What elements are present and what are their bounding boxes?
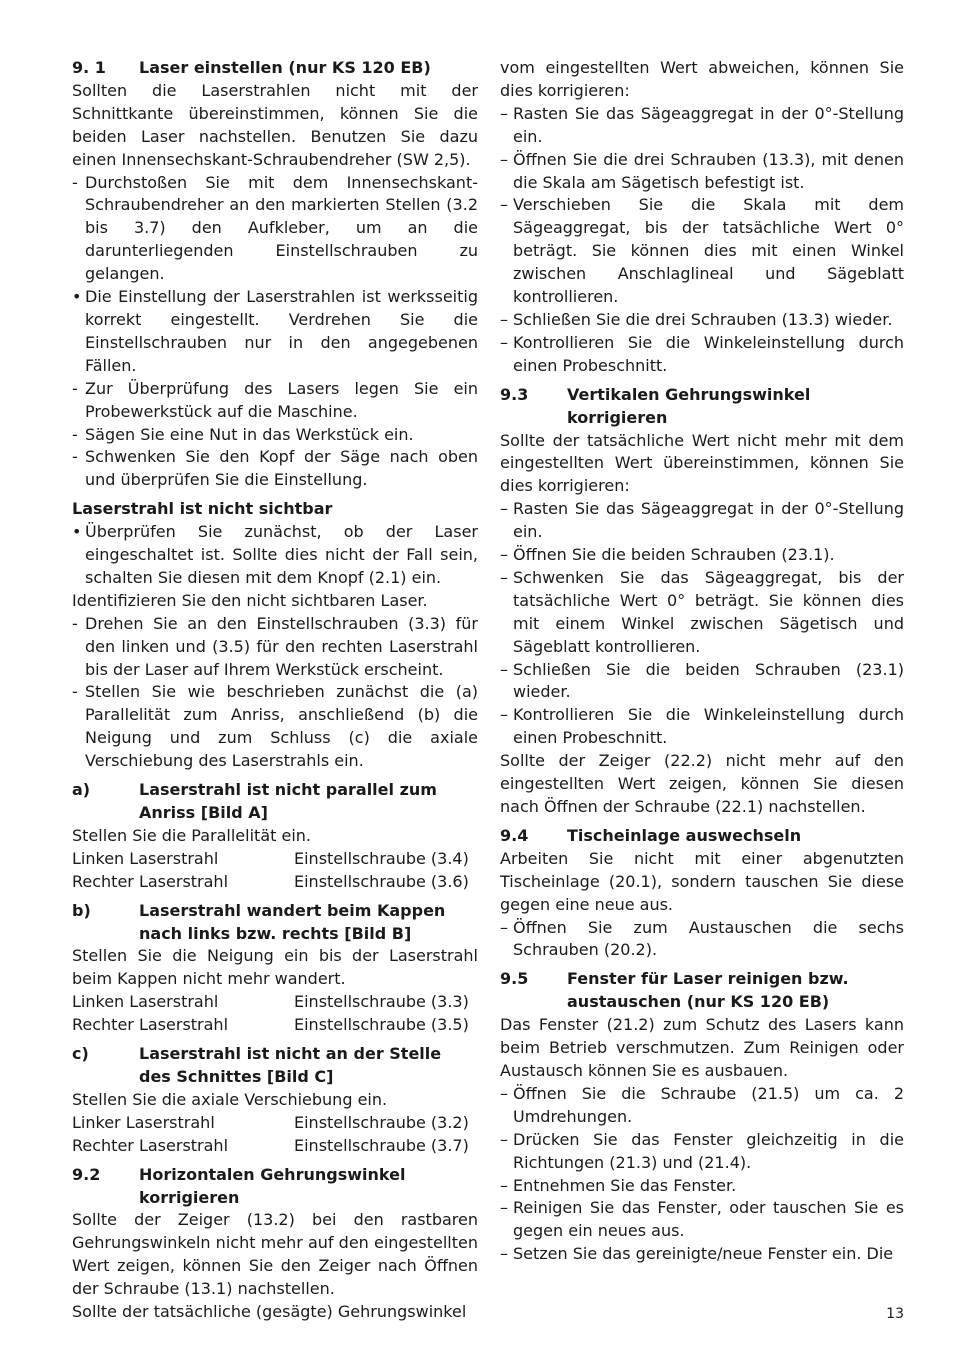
- laser-label: Rechter Laserstrahl: [72, 1015, 229, 1035]
- bullet-marker: –: [500, 917, 508, 937]
- list-item: [500, 567, 904, 659]
- list-item: [500, 544, 904, 567]
- screw-label: Einstellschraube (3.6): [294, 871, 469, 891]
- section-number: 9. 1: [72, 58, 106, 77]
- bullet-marker: –: [500, 1129, 508, 1149]
- bullet-marker: -: [72, 172, 78, 192]
- bullet-marker: -: [72, 378, 78, 398]
- section-title: Vertikalen Gehrungswinkel korrigieren: [567, 384, 811, 427]
- list-item: [72, 681, 478, 773]
- paragraph: Sollten die Laserstrahlen nicht mit der Schnittkante übereinstimmen, können Sie die beiden Laser nachstellen. Benutzen Sie dazu einen Innensechskant-Schraubendreher (SW 2,5).: [72, 80, 478, 169]
- screw-table: [72, 1112, 478, 1158]
- section-number: 9.4: [500, 825, 529, 845]
- list-item-text: Durchstoßen Sie mit dem Innensechskant-Schraubendreher an den markierten Stellen (3.2 bis 3.7) den Aufkleber, um an die darunterliegenden Einstellschrauben zu gelangen.: [85, 172, 478, 284]
- instruction-list: [500, 498, 904, 750]
- table-row: [72, 991, 478, 1014]
- bullet-marker: –: [500, 499, 508, 519]
- list-item-text: Die Einstellung der Laserstrahlen ist werksseitig korrekt eingestellt. Verdrehen Sie die Einstellschrauben nur in den angegebenen Fällen.: [85, 287, 478, 375]
- section-heading-9-4: [500, 825, 904, 848]
- section-heading-9-3: [500, 384, 904, 430]
- paragraph: Sollte der tatsächliche Wert nicht mehr mit dem eingestellten Wert übereinstimmen, können Sie dies korrigieren:: [500, 430, 904, 496]
- paragraph: Identifizieren Sie den nicht sichtbaren Laser.: [72, 590, 428, 610]
- section-title: Fenster für Laser reinigen bzw. austauschen (nur KS 120 EB): [567, 969, 849, 1012]
- bullet-marker: –: [500, 1083, 508, 1103]
- laser-label: Rechter Laserstrahl: [72, 871, 229, 891]
- list-item: [72, 172, 478, 287]
- list-item-text: Schließen Sie die drei Schrauben (13.3) wieder.: [513, 309, 893, 329]
- list-item-text: Rasten Sie das Sägeaggregat in der 0°-Stellung ein.: [513, 103, 904, 146]
- paragraph: Stellen Sie die Neigung ein bis der Laserstrahl beim Kappen nicht mehr wandert.: [72, 946, 478, 989]
- list-item: [500, 332, 904, 378]
- section-heading-9-5: [500, 968, 904, 1014]
- list-item: [500, 194, 904, 309]
- list-item-text: Sägen Sie eine Nut in das Werkstück ein.: [85, 424, 414, 444]
- bullet-marker: –: [500, 1198, 508, 1218]
- laser-label: Linken Laserstrahl: [72, 992, 219, 1012]
- bullet-marker: –: [500, 309, 508, 329]
- bullet-marker: –: [500, 705, 508, 725]
- section-title: Laser einstellen (nur KS 120 EB): [139, 58, 431, 77]
- list-item: [500, 149, 904, 195]
- instruction-list: [500, 917, 904, 963]
- instruction-list: [500, 1083, 904, 1266]
- list-item-text: Öffnen Sie zum Austauschen die sechs Schrauben (20.2).: [513, 917, 904, 960]
- bullet-marker: –: [500, 1244, 508, 1264]
- laser-label: Linken Laserstrahl: [72, 848, 219, 868]
- page-number: 13: [886, 1306, 904, 1322]
- instruction-list: [72, 172, 478, 493]
- screw-label: Einstellschraube (3.3): [294, 992, 469, 1012]
- section-title: Laserstrahl ist nicht parallel zum Anriss [Bild A]: [139, 780, 437, 822]
- bullet-marker: -: [72, 424, 78, 444]
- list-item-text: Drücken Sie das Fenster gleichzeitig in die Richtungen (21.3) und (21.4).: [513, 1129, 904, 1172]
- section-heading-9-1: [72, 57, 478, 80]
- bullet-marker: -: [72, 682, 78, 702]
- list-item: [500, 498, 904, 544]
- section-heading-c: [72, 1043, 478, 1089]
- bullet-marker: –: [500, 332, 508, 352]
- list-item-text: Schwenken Sie das Sägeaggregat, bis der tatsächliche Wert 0° beträgt. Sie können dies mit einem Winkel zwischen Sägetisch und Sägeblatt kontrollieren.: [513, 567, 904, 656]
- list-item: [500, 659, 904, 705]
- table-row: [72, 871, 478, 894]
- list-item: [500, 1197, 904, 1243]
- instruction-list: [72, 613, 478, 773]
- section-title: Tischeinlage auswechseln: [567, 825, 802, 845]
- list-item-text: Kontrollieren Sie die Winkeleinstellung durch einen Probeschnitt.: [513, 705, 904, 748]
- list-item: [72, 286, 478, 378]
- screw-label: Einstellschraube (3.2): [294, 1112, 469, 1132]
- list-item-text: Stellen Sie wie beschrieben zunächst die (a) Parallelität zum Anriss, anschließend (b) die Neigung und zum Schluss (c) die axiale Verschiebung des Laserstrahls ein.: [85, 682, 478, 771]
- list-item-text: Schwenken Sie den Kopf der Säge nach oben und überprüfen Sie die Einstellung.: [85, 447, 478, 490]
- table-row: [72, 1014, 478, 1037]
- section-title: Laserstrahl ist nicht an der Stelle des Schnittes [Bild C]: [139, 1044, 442, 1086]
- list-item: [72, 613, 478, 682]
- left-column: [72, 57, 478, 1324]
- paragraph: Stellen Sie die axiale Verschiebung ein.: [72, 1089, 388, 1109]
- subheading-laser-not-visible: Laserstrahl ist nicht sichtbar: [72, 499, 333, 519]
- paragraph: vom eingestellten Wert abweichen, können Sie dies korrigieren:: [500, 58, 904, 100]
- section-title: Horizontalen Gehrungswinkel korrigieren: [139, 1164, 406, 1207]
- section-title: Laserstrahl wandert beim Kappen nach links bzw. rechts [Bild B]: [139, 900, 446, 943]
- list-item: [500, 1175, 904, 1198]
- list-item: [500, 1243, 904, 1266]
- section-number: 9.5: [500, 969, 529, 989]
- bullet-marker: -: [72, 447, 78, 467]
- section-heading-b: [72, 900, 478, 946]
- bullet-marker: –: [500, 149, 508, 169]
- list-item: [72, 424, 478, 447]
- list-item: [500, 103, 904, 149]
- section-number: 9.2: [72, 1164, 101, 1184]
- bullet-marker: –: [500, 659, 508, 679]
- list-item-text: Überprüfen Sie zunächst, ob der Laser eingeschaltet ist. Sollte dies nicht der Fall sein, schalten Sie diesen mit dem Knopf (2.1) ein.: [85, 522, 478, 587]
- list-item-text: Drehen Sie an den Einstellschrauben (3.3) für den linken und (3.5) für den rechten Laserstrahl bis der Laser auf Ihrem Werkstück erscheint.: [85, 613, 478, 679]
- section-heading-a: [72, 779, 478, 825]
- list-item-text: Reinigen Sie das Fenster, oder tauschen Sie es gegen ein neues aus.: [513, 1198, 904, 1241]
- list-item-text: Öffnen Sie die beiden Schrauben (23.1).: [513, 545, 835, 565]
- list-item: [500, 704, 904, 750]
- right-column: [500, 57, 904, 1266]
- list-item: [72, 446, 478, 492]
- list-item: [500, 917, 904, 963]
- bullet-marker: –: [500, 545, 508, 565]
- screw-table: [72, 991, 478, 1037]
- screw-label: Einstellschraube (3.4): [294, 848, 469, 868]
- bullet-marker: •: [72, 522, 82, 542]
- laser-label: Rechter Laserstrahl: [72, 1135, 229, 1155]
- list-item-text: Zur Überprüfung des Lasers legen Sie ein Probewerkstück auf die Maschine.: [85, 378, 478, 421]
- paragraph: Stellen Sie die Parallelität ein.: [72, 825, 311, 845]
- paragraph: Arbeiten Sie nicht mit einer abgenutzten Tischeinlage (20.1), sondern tauschen Sie diese gegen eine neue aus.: [500, 848, 904, 914]
- list-item-text: Rasten Sie das Sägeaggregat in der 0°-Stellung ein.: [513, 499, 904, 542]
- screw-table: [72, 848, 478, 894]
- paragraph: Sollte der tatsächliche (gesägte) Gehrungswinkel: [72, 1302, 467, 1322]
- list-item-text: Öffnen Sie die drei Schrauben (13.3), mit denen die Skala am Sägetisch befestigt ist.: [513, 149, 904, 192]
- section-number: c): [72, 1044, 89, 1064]
- screw-label: Einstellschraube (3.5): [294, 1015, 469, 1035]
- list-item-text: Setzen Sie das gereinigte/neue Fenster ein. Die: [513, 1244, 894, 1264]
- list-item-text: Verschieben Sie die Skala mit dem Sägeaggregat, bis der tatsächliche Wert 0° beträgt. Sie können dies mit einen Winkel zwischen Anschlaglineal und Sägeblatt kontrollieren.: [513, 195, 904, 307]
- list-item: [72, 378, 478, 424]
- bullet-marker: –: [500, 567, 508, 587]
- list-item: [72, 521, 478, 590]
- list-item: [500, 309, 904, 332]
- bullet-marker: -: [72, 613, 78, 633]
- list-item-text: Entnehmen Sie das Fenster.: [513, 1175, 737, 1195]
- instruction-list: [72, 521, 478, 590]
- table-row: [72, 1112, 478, 1135]
- list-item: [500, 1083, 904, 1129]
- bullet-marker: –: [500, 103, 508, 123]
- paragraph: Das Fenster (21.2) zum Schutz des Lasers kann beim Betrieb verschmutzen. Zum Reinigen oder Austausch können Sie es ausbauen.: [500, 1015, 904, 1080]
- paragraph: Sollte der Zeiger (13.2) bei den rastbaren Gehrungswinkeln nicht mehr auf den eingestellten Wert zeigen, können Sie den Zeiger nach Öffnen der Schraube (13.1) nachstellen.: [72, 1210, 478, 1299]
- instruction-list: [500, 103, 904, 378]
- list-item-text: Schließen Sie die beiden Schrauben (23.1) wieder.: [513, 659, 904, 702]
- section-heading-9-2: [72, 1164, 478, 1210]
- list-item: [500, 1129, 904, 1175]
- screw-label: Einstellschraube (3.7): [294, 1135, 469, 1155]
- bullet-marker: –: [500, 195, 508, 215]
- list-item-text: Öffnen Sie die Schraube (21.5) um ca. 2 Umdrehungen.: [513, 1083, 904, 1126]
- section-number: 9.3: [500, 384, 529, 404]
- table-row: [72, 848, 478, 871]
- paragraph: Sollte der Zeiger (22.2) nicht mehr auf den eingestellten Wert zeigen, können Sie diesen nach Öffnen der Schraube (22.1) nachstellen.: [500, 751, 904, 816]
- bullet-marker: •: [72, 287, 82, 307]
- section-number: b): [72, 900, 91, 920]
- bullet-marker: –: [500, 1175, 508, 1195]
- laser-label: Linker Laserstrahl: [72, 1112, 215, 1132]
- list-item-text: Kontrollieren Sie die Winkeleinstellung durch einen Probeschnitt.: [513, 332, 904, 375]
- table-row: [72, 1135, 478, 1158]
- section-number: a): [72, 780, 91, 800]
